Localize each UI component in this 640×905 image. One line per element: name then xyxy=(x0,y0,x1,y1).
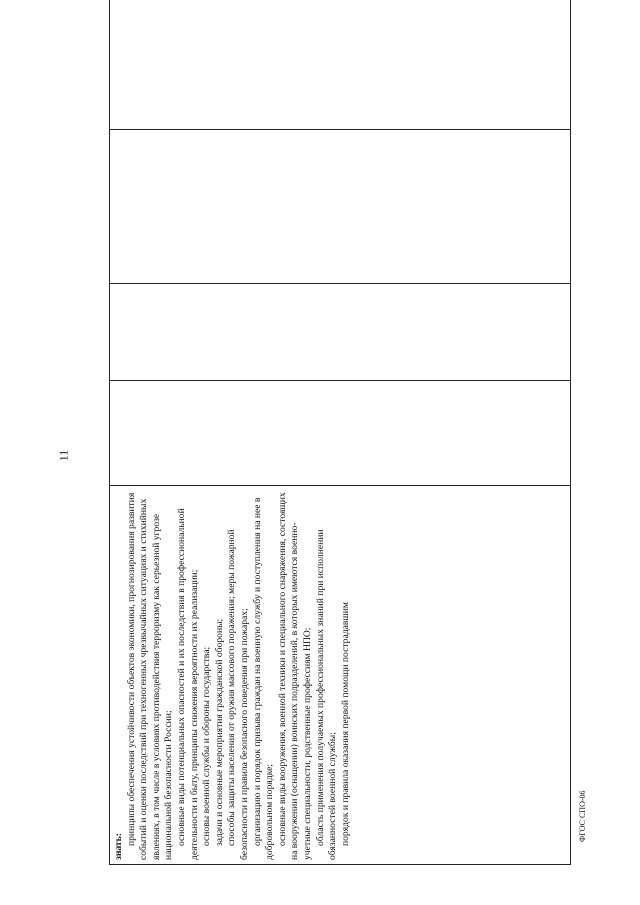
list-item: основные виды потенциальных опасностей и их последствия в профессиональной деятельности и быту, принципы снижения вероятности их реализации; xyxy=(175,508,200,860)
document-code: ФГОС СПО-06 xyxy=(578,790,587,842)
table-row xyxy=(110,0,571,865)
knowledge-cell xyxy=(110,486,571,865)
list-item: задачи и основные мероприятия гражданской обороны; xyxy=(213,618,225,846)
page-number: 11 xyxy=(56,449,71,462)
list-item: способы защиты населения от оружия массового поражения; меры пожарной безопасности и правила безопасного поведения при пожарах; xyxy=(226,529,250,860)
empty-cell xyxy=(110,381,571,486)
standards-table xyxy=(109,0,571,865)
list-item: область применения получаемых профессиональных знаний при исполнении обязанностей военной службы; xyxy=(314,529,339,860)
empty-cell xyxy=(110,284,571,381)
table-sheet xyxy=(109,45,571,865)
know-label: знать: xyxy=(113,833,124,860)
list-item: основные виды вооружения, военной техники и специального снаряжения, состоящих на вооружении (оснащении) воинских подразделений, в которых имеются военно-учетные специальности, родственные профессиям НПО; xyxy=(276,492,313,860)
list-item: принципы обеспечения устойчивости объектов экономики, прогнозирования развития событий и оценки последствий при техногенных чрезвычайных ситуациях и стихийных явлениях, в том числе в условиях противодействия терроризму как серьезной угрозе национальной безопасности России; xyxy=(125,492,175,860)
rotated-table-container xyxy=(109,45,571,865)
list-item: организацию и порядок призыва граждан на военную службу и поступления на нее в добровольном порядке; xyxy=(251,497,276,860)
empty-cell xyxy=(110,130,571,284)
list-item: порядок и правила оказания первой помощи пострадавшим xyxy=(339,602,351,846)
empty-cell xyxy=(110,0,571,130)
list-item: основы военной службы и обороны государства; xyxy=(201,646,213,846)
